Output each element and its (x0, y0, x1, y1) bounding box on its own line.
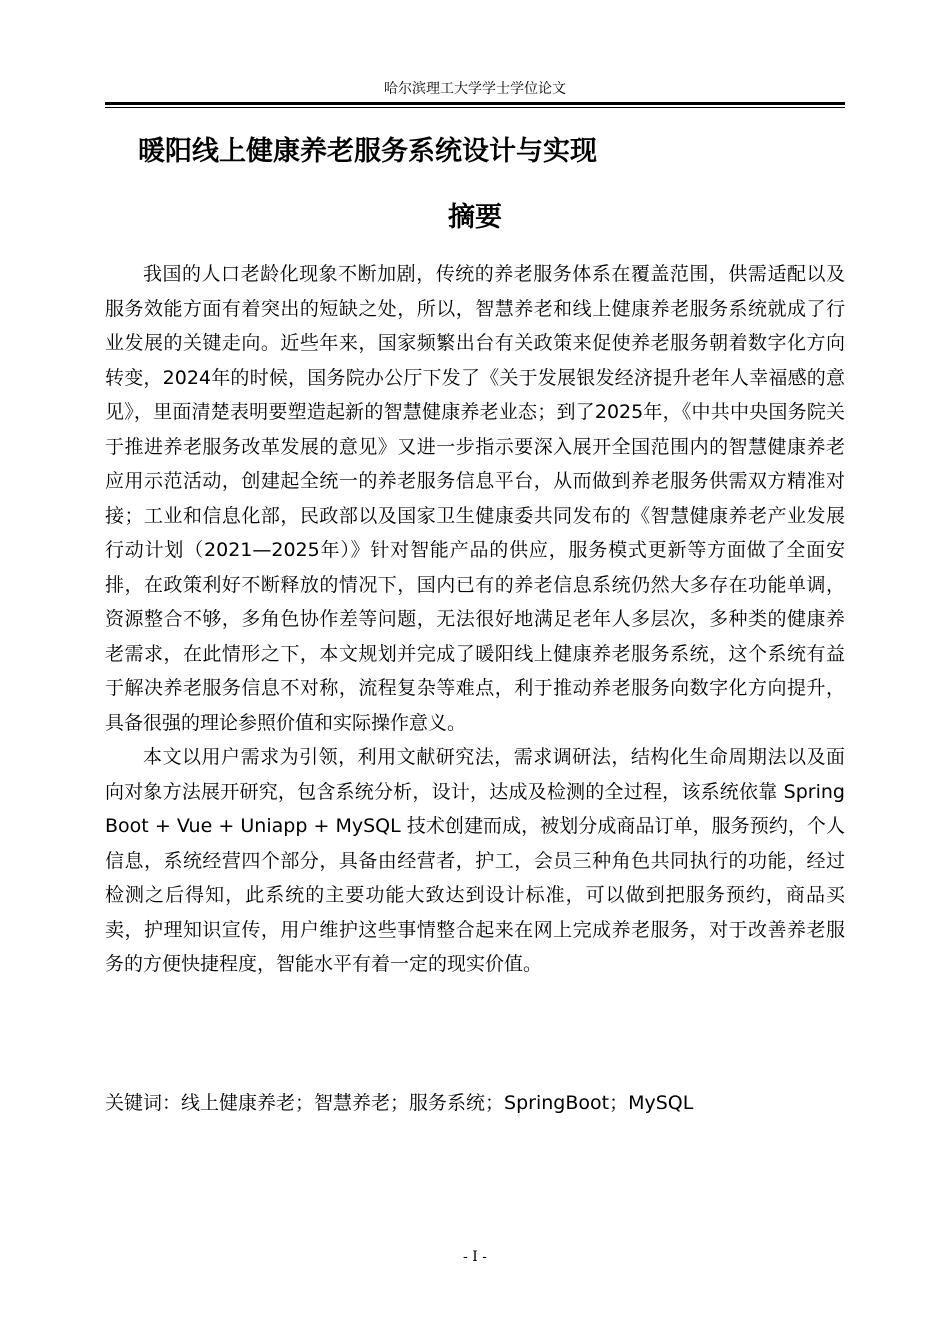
header-rule-thin (105, 107, 845, 108)
abstract-paragraph-2: 本文以用户需求为引领，利用文献研究法，需求调研法，结构化生命周期法以及面向对象方法展开研究，包含系统分析，设计，达成及检测的全过程，该系统依靠 SpringBoot + Vue + Uniapp + MySQL 技术创建而成，被划分成商品订单，服务预约，个人信息，系统经营四个部分，具备由经营者，护工，会员三种角色共同执行的功能，经过检测之后得知，此系统的主要功能大致达到设计标准，可以做到把服务预约，商品买卖，护理知识宣传，用户维护这些事情整合起来在网上完成养老服务，对于改善养老服务的方便快捷程度，智能水平有着一定的现实价值。 (105, 746, 845, 975)
header-rule-thick (105, 102, 845, 105)
page-number: - I - (463, 1249, 487, 1265)
keywords-label: 关键词： (105, 1092, 182, 1114)
abstract-body (105, 257, 845, 982)
abstract-heading: 摘要 (448, 202, 502, 233)
keywords-text: 线上健康养老；智慧养老；服务系统；SpringBoot；MySQL (181, 1092, 694, 1114)
thesis-title: 暖阳线上健康养老服务系统设计与实现 (138, 136, 597, 167)
abstract-paragraph-1: 我国的人口老龄化现象不断加剧，传统的养老服务体系在覆盖范围，供需适配以及服务效能方面有着突出的短缺之处，所以，智慧养老和线上健康养老服务系统就成了行业发展的关键走向。近些年来，国家频繁出台有关政策来促使养老服务朝着数字化方向转变，2024年的时候，国务院办公厅下发了《关于发展银发经济提升老年人幸福感的意见》，里面清楚表明要塑造起新的智慧健康养老业态；到了2025年，《中共中央国务院关于推进养老服务改革发展的意见》又进一步指示要深入展开全国范围内的智慧健康养老应用示范活动，创建起全统一的养老服务信息平台，从而做到养老服务供需双方精准对接；工业和信息化部，民政部以及国家卫生健康委共同发布的《智慧健康养老产业发展行动计划（2021—2025年）》针对智能产品的供应，服务模式更新等方面做了全面安排，在政策利好不断释放的情况下，国内已有的养老信息系统仍然大多存在功能单调，资源整合不够，多角色协作差等问题，无法很好地满足老年人多层次，多种类的健康养老需求，在此情形之下，本文规划并完成了暖阳线上健康养老服务系统，这个系统有益于解决养老服务信息不对称，流程复杂等难点，利于推动养老服务向数字化方向提升，具备很强的理论参照价值和实际操作意义。 (105, 263, 845, 734)
running-header: 哈尔滨理工大学学士学位论文 (384, 81, 566, 97)
keywords-line (105, 1086, 845, 1120)
